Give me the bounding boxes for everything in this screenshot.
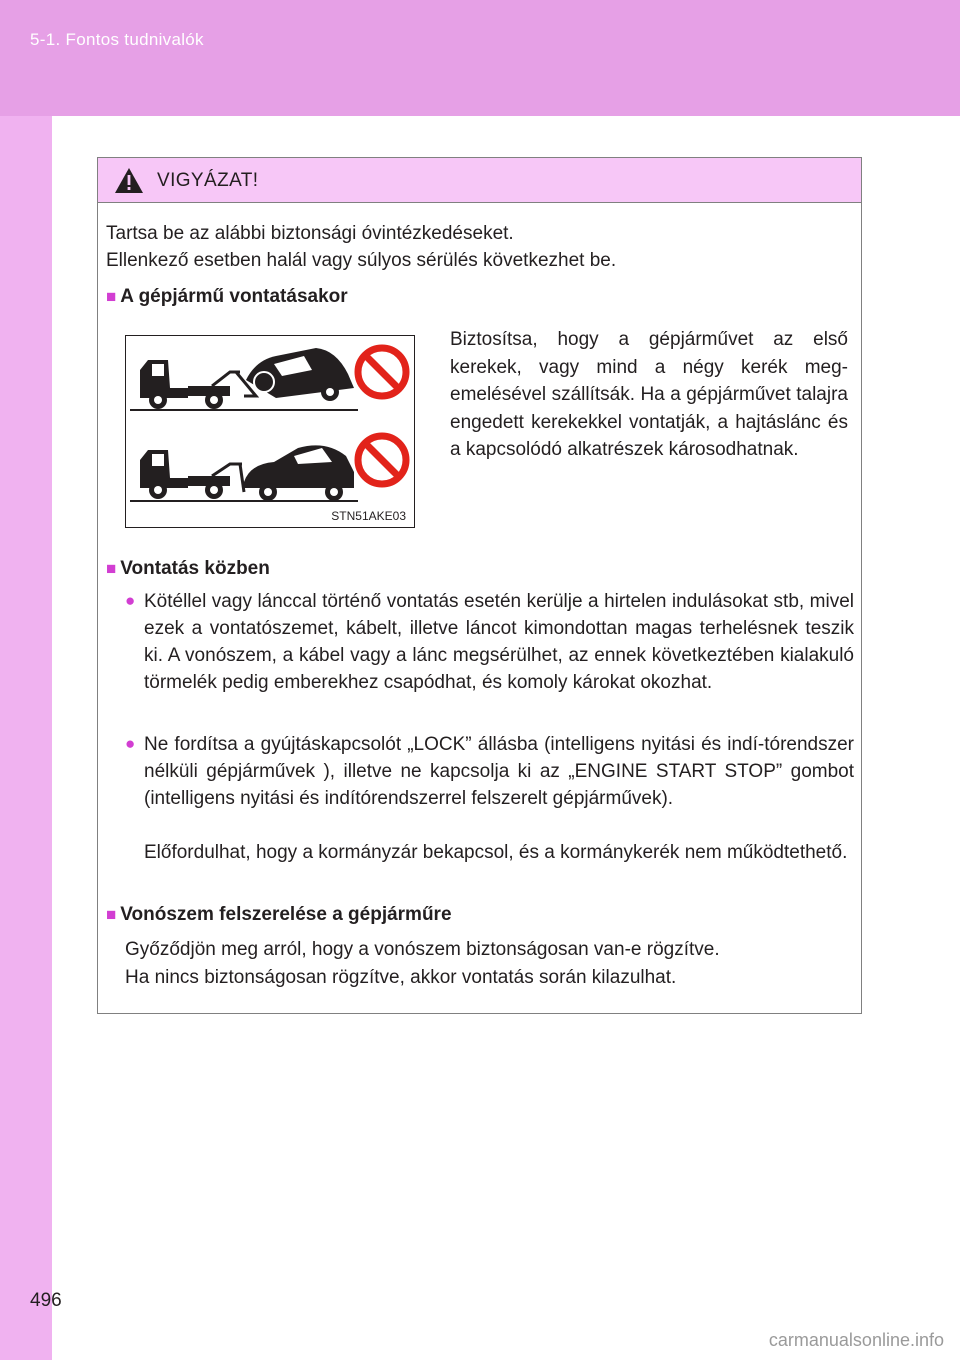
bullet-sudden-start: Kötéllel vagy lánccal történő vontatás esetén kerülje a hirtelen indulásokat stb, mivel ezek a vontatószemet, kábelt, illetve láncot kimondottan magas terhelésnek teszik ki. A vonószem, a kábel vagy a lánc megsérülhet, az ennek következtében kialakuló törmelék pedig emberekhez csapódhat, és komoly károkat okozhat. bbox=[144, 591, 854, 693]
page-header bbox=[0, 0, 960, 116]
section-heading-text: A gépjármű vontatásakor bbox=[120, 286, 348, 307]
towing-paragraph: Biztosítsa, hogy a gépjárművet az első kerekek, vagy mind a négy kerék meg-emelésével szállítsák. Ha a gépjárművet talajra engedett kerekekkel vontatják, a hajtáslánc és a kapcsolódó alkatrészek károsodhatnak. bbox=[450, 329, 848, 460]
prohibition-sign-icon bbox=[358, 436, 406, 484]
watermark: carmanualsonline.info bbox=[768, 1330, 944, 1350]
warning-triangle-icon bbox=[114, 167, 144, 194]
towing-illustration bbox=[125, 335, 415, 528]
square-bullet-icon: ■ bbox=[106, 287, 117, 306]
bullet-ignition-note: Előfordulhat, hogy a kormányzár bekapcsol, és a kormánykerék nem működtethető. bbox=[144, 842, 848, 863]
intro-line-1: Tartsa be az alábbi biztonsági óvintézkedéseket. bbox=[106, 223, 514, 244]
figure-code: STN51AKE03 bbox=[331, 509, 406, 523]
caution-intro bbox=[106, 220, 851, 274]
caution-label: VIGYÁZAT! bbox=[157, 170, 259, 191]
square-bullet-icon: ■ bbox=[106, 905, 117, 924]
section-title: 5-1. Fontos tudnivalók bbox=[30, 30, 204, 49]
section-heading-tow-eye bbox=[106, 904, 452, 926]
intro-line-2: Ellenkező esetben halál vagy súlyos sérülés következhet be. bbox=[106, 250, 617, 271]
section-heading-during-tow bbox=[106, 558, 270, 580]
tow-truck-drawing bbox=[126, 336, 413, 526]
section-heading-text: Vontatás közben bbox=[120, 558, 270, 579]
prohibition-sign-icon bbox=[358, 348, 406, 396]
section-heading-towing bbox=[106, 286, 348, 308]
side-tab bbox=[0, 116, 52, 1360]
round-bullet-icon: ● bbox=[125, 734, 136, 753]
page-number: 496 bbox=[30, 1290, 62, 1311]
section-heading-text: Vonószem felszerelése a gépjárműre bbox=[120, 904, 452, 925]
tow-eye-line-1: Győződjön meg arról, hogy a vonószem biztonságosan van-e rögzítve. bbox=[125, 939, 720, 960]
round-bullet-icon: ● bbox=[125, 591, 136, 610]
square-bullet-icon: ■ bbox=[106, 559, 117, 578]
caution-box bbox=[97, 157, 862, 1014]
bullet-ignition: Ne fordítsa a gyújtáskapcsolót „LOCK” állásba (intelligens nyitási és indí-tórendszer nélküli gépjárművek ), illetve ne kapcsolja ki az „ENGINE START STOP” gombot (intelligens nyitási és indítórendszerrel felszerelt gépjárművek). bbox=[144, 734, 854, 809]
caution-header bbox=[98, 158, 861, 203]
tow-eye-line-2: Ha nincs biztonságosan rögzítve, akkor vontatás során kilazulhat. bbox=[125, 967, 677, 988]
